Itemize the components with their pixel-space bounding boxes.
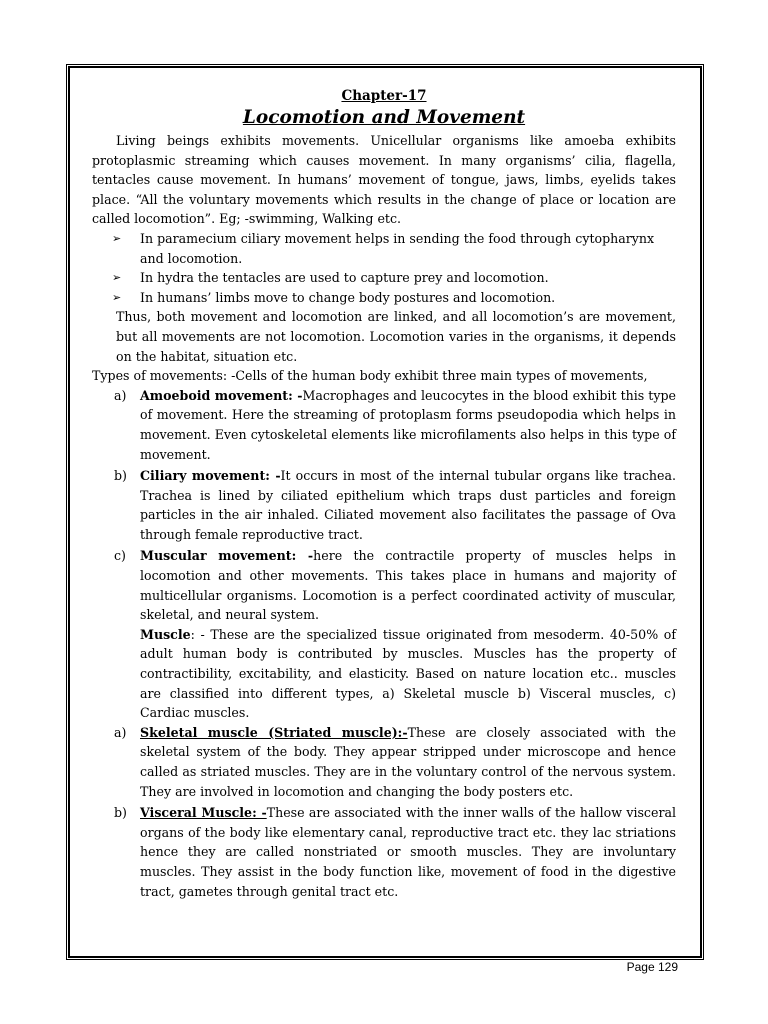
- arrow-bullet-icon: ➢: [112, 290, 122, 304]
- arrow-bullet-icon: ➢: [112, 231, 122, 245]
- muscle-types-list: [92, 723, 676, 901]
- list-item: ➢ In hydra the tentacles are used to capture prey and locomotion.: [92, 268, 676, 288]
- term: Muscle: [140, 626, 191, 642]
- term: Ciliary movement: -: [140, 468, 281, 484]
- bullet-list: [92, 229, 676, 307]
- list-item: b) Ciliary movement: -It occurs in most of the internal tubular organs like trachea. Trachea is lined by ciliated epithelium which traps dust particles and foreign particles in the air inhaled. Ciliated movement also facilitates the passage of Ova through female reproductive tract.: [114, 468, 676, 542]
- page-number: Page 129: [626, 960, 678, 974]
- document-body: [92, 87, 676, 901]
- list-item: a) Amoeboid movement: -Macrophages and leucocytes in the blood exhibit this type of movement. Here the streaming of protoplasm forms pseudopodia which helps in movement. Even cytoskeletal elements like microfilaments also helps in this type of movement.: [114, 387, 676, 462]
- list-item: c) Muscular movement: -here the contractile property of muscles helps in locomotion and other movements. This takes place in humans and majority of multicellular organisms. Locomotion is a perfect coordinated activity of muscular, skeletal, and neural system. Muscle: - These are the specialized tissue originated from mesoderm. 40-50% of adult human body is contributed by muscles. Muscles has the property of contractibility, excitability, and elasticity. Based on nature location etc.. muscles are classified into different types, a) Skeletal muscle b) Visceral muscles, c) Cardiac muscles.: [92, 546, 676, 722]
- term: Skeletal muscle (Striated muscle):-: [140, 724, 408, 740]
- list-item: ➢ In paramecium ciliary movement helps in sending the food through cytopharynx and locomotion.: [112, 230, 655, 266]
- term: Amoeboid movement: -: [140, 387, 303, 403]
- muscle-paragraph: Muscle: - These are the specialized tissue originated from mesoderm. 40-50% of adult human body is contributed by muscles. Muscles has the property of contractibility, excitability, and elasticity. Based on nature location etc.. muscles are classified into different types, a) Skeletal muscle b) Visceral muscles, c) Cardiac muscles.: [140, 626, 676, 721]
- chapter-heading: Chapter-17: [341, 88, 427, 104]
- types-intro: Types of movements: -Cells of the human body exhibit three main types of movements,: [92, 368, 648, 384]
- page-title: Locomotion and Movement: [242, 107, 526, 128]
- list-item: ➢ In humans’ limbs move to change body postures and locomotion.: [92, 288, 676, 308]
- term: Muscular movement: -: [140, 548, 314, 564]
- arrow-bullet-icon: ➢: [112, 271, 122, 285]
- movement-types-list: [92, 386, 676, 723]
- list-item: a) Skeletal muscle (Striated muscle):-These are closely associated with the skeletal system of the body. They appear stripped under microscope and hence called as striated muscles. They are in the voluntary control of the nervous system. They are involved in locomotion and changing the body posters etc.: [114, 724, 676, 799]
- term: Visceral Muscle: -: [140, 805, 267, 821]
- intro-paragraph: Living beings exhibits movements. Unicellular organisms like amoeba exhibits protoplasmic streaming which causes movement. In many organisms’ cilia, flagella, tentacles cause movement. In humans’ movement of tongue, jaws, limbs, eyelids takes place. “All the voluntary movements which results in the change of place or location are called locomotion”. Eg; -swimming, Walking etc.: [92, 133, 676, 227]
- conclusion-paragraph: Thus, both movement and locomotion are linked, and all locomotion’s are movement, but all movements are not locomotion. Locomotion varies in the organisms, it depends on the habitat, situation etc.: [116, 309, 676, 364]
- list-item: b) Visceral Muscle: -These are associated with the inner walls of the hallow visceral organs of the body like elementary canal, reproductive tract etc. they lac striations hence they are called nonstriated or smooth muscles. They are involuntary muscles. They assist in the body function like, movement of food in the digestive tract, gametes through genital tract etc.: [114, 805, 676, 899]
